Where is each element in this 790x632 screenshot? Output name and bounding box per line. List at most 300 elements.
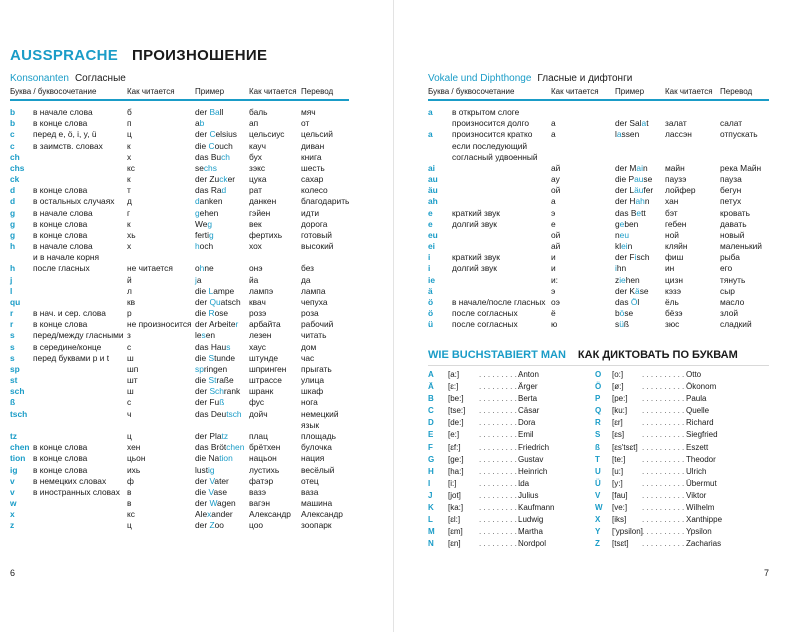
alphabet-ipa: [ɛ:] xyxy=(448,382,459,392)
example-prefix: kl xyxy=(615,241,622,252)
header-reading: Как читается xyxy=(665,87,713,96)
note-cell: долгий звук xyxy=(452,263,497,274)
example-rest: fer xyxy=(643,185,654,196)
sound-cell: хен xyxy=(127,442,141,453)
table-row xyxy=(0,219,395,230)
note-cell: в конце слова xyxy=(33,185,88,196)
letter-cell: d xyxy=(10,196,16,207)
transcription-cell: цука xyxy=(249,174,267,185)
alphabet-row xyxy=(395,393,790,405)
letter-cell: au xyxy=(428,174,438,185)
transcription-cell: фатэр xyxy=(249,475,274,486)
sound-cell: т xyxy=(127,185,131,196)
sound-cell: не произносится xyxy=(127,319,192,330)
sound-cell: б xyxy=(127,107,132,117)
letter-cell: v xyxy=(10,486,15,497)
example-highlight: au xyxy=(634,174,644,185)
sound-cell: ё xyxy=(551,308,556,319)
example-cell xyxy=(615,118,649,129)
dot-leader: . . . . . . . . . . xyxy=(642,478,685,488)
example-rest: hen xyxy=(625,274,640,285)
header-example: Пример xyxy=(195,87,225,96)
example-cell xyxy=(195,330,215,341)
table-row xyxy=(0,487,395,498)
letter-cell: a xyxy=(428,107,433,117)
example-highlight: W xyxy=(209,498,218,509)
translation-cell: шкаф xyxy=(301,386,324,397)
example-rest: n xyxy=(627,241,633,252)
letter-cell: ä xyxy=(428,285,433,296)
translation-cell: колесо xyxy=(301,185,328,196)
alphabet-ipa: [ɛn] xyxy=(448,539,461,549)
alphabet-ipa: [ɛl:] xyxy=(448,515,461,525)
letter-cell: g xyxy=(10,207,16,218)
example-prefix: We xyxy=(195,218,208,229)
table-row xyxy=(395,319,790,330)
example-cell xyxy=(195,297,241,308)
table-row xyxy=(0,163,395,174)
example-cell xyxy=(195,263,214,274)
table-row xyxy=(0,465,395,476)
letter-cell: e xyxy=(428,218,433,229)
table-row xyxy=(0,129,395,140)
example-highlight: a xyxy=(616,129,622,140)
example-cell xyxy=(195,409,242,420)
sound-cell: ф xyxy=(127,475,134,486)
example-cell xyxy=(615,308,633,319)
alphabet-word: Kaufmann xyxy=(518,503,555,513)
translation-cell: салат xyxy=(720,118,743,129)
example-prefix: o xyxy=(195,263,200,274)
note-cell: в середине/конце xyxy=(33,341,102,352)
alphabet-ipa: [tse:] xyxy=(448,406,466,416)
example-prefix: das Bröt xyxy=(195,442,227,453)
example-cell xyxy=(615,297,639,308)
alphabet-ipa: [y:] xyxy=(612,478,623,488)
note-cell: в конце слова xyxy=(33,453,88,464)
example-cell xyxy=(615,163,648,174)
dot-leader: . . . . . . . . . . xyxy=(479,418,522,428)
example-rest: ben xyxy=(624,218,639,229)
letter-cell: ig xyxy=(10,464,18,475)
note-cell: в начале слова xyxy=(33,107,93,117)
dot-leader: . . . . . . . . . . xyxy=(479,503,522,513)
sound-cell: и: xyxy=(551,274,559,285)
example-prefix: die xyxy=(195,285,209,296)
alphabet-word: Richard xyxy=(686,418,714,428)
example-cell xyxy=(615,286,649,297)
example-rest: ssen xyxy=(621,129,640,140)
alphabet-letter: I xyxy=(428,478,431,488)
example-prefix: das Hau xyxy=(195,341,227,352)
sound-cell: и xyxy=(551,263,556,274)
translation-cell: готовый xyxy=(301,229,332,240)
example-rest: se xyxy=(643,174,653,185)
transcription-cell: майн xyxy=(665,162,685,173)
transcription-cell: гэйен xyxy=(249,207,271,218)
example-prefix: s xyxy=(615,319,620,330)
dot-leader: . . . . . . . . . . xyxy=(479,539,522,549)
example-highlight: e xyxy=(619,218,625,229)
example-highlight: äu xyxy=(634,185,644,196)
consonants-heading xyxy=(10,73,126,84)
vowels-heading-russian: Гласные и дифтонги xyxy=(537,73,633,84)
letter-cell: s xyxy=(10,330,15,341)
letter-cell: ö xyxy=(428,308,434,319)
alphabet-letter: V xyxy=(595,490,601,500)
letter-cell: ü xyxy=(428,319,434,330)
sound-cell: ю xyxy=(551,319,558,330)
example-cell xyxy=(195,353,235,364)
table-row xyxy=(395,308,790,319)
transcription-cell: шпринген xyxy=(249,363,287,374)
letter-cell: j xyxy=(10,274,13,285)
letter-cell: ai xyxy=(428,162,435,173)
note-cell: в конце слова xyxy=(33,218,88,229)
example-cell xyxy=(195,465,215,476)
transcription-cell: ин xyxy=(665,263,675,274)
sound-cell: ц xyxy=(127,520,132,531)
translation-cell: благодарить xyxy=(301,196,350,207)
letter-cell: s xyxy=(10,341,15,352)
alphabet-letter: R xyxy=(595,418,601,428)
header-sound: Как читается xyxy=(127,87,175,96)
alphabet-row xyxy=(395,514,790,526)
transcription-cell: залат xyxy=(665,118,687,129)
example-highlight: d xyxy=(221,185,227,196)
example-prefix: die Na xyxy=(195,453,220,464)
note-cell: в конце слова xyxy=(33,118,88,129)
alphabet-word: Eszett xyxy=(686,442,709,452)
transcription-cell: штунде xyxy=(249,352,279,363)
translation-cell: кровать xyxy=(720,207,751,218)
sound-cell: хь xyxy=(127,229,136,240)
table-row xyxy=(0,174,395,185)
alphabet-word: Paula xyxy=(686,394,707,404)
table-row xyxy=(395,118,790,129)
dot-leader: . . . . . . . . . . xyxy=(479,430,522,440)
transcription-cell: штрассе xyxy=(249,375,282,386)
alphabet-ipa: [be:] xyxy=(448,394,464,404)
example-cell xyxy=(195,196,223,207)
example-rest: ampe xyxy=(213,285,235,296)
example-cell xyxy=(195,375,234,386)
alphabet-ipa: [ku:] xyxy=(612,406,628,416)
dot-leader: . . . . . . . . . . xyxy=(479,454,522,464)
letter-cell: ß xyxy=(10,397,16,408)
page-number-right: 7 xyxy=(764,568,770,578)
example-highlight: Z xyxy=(209,520,215,531)
example-cell xyxy=(195,520,224,531)
transcription-cell: паузэ xyxy=(665,174,687,185)
letter-cell: qu xyxy=(10,296,21,307)
example-cell xyxy=(615,196,649,207)
alphabet-letter: S xyxy=(595,430,601,440)
example-rest: agen xyxy=(217,498,236,509)
table-row xyxy=(0,420,395,431)
alphabet-letter: K xyxy=(428,503,434,513)
transcription-cell: зюс xyxy=(665,319,680,330)
letter-cell: chs xyxy=(10,162,25,173)
table-row xyxy=(395,208,790,219)
example-highlight: C xyxy=(209,129,216,140)
translation-cell: мяч xyxy=(301,107,316,117)
alphabet-row xyxy=(395,538,790,550)
example-highlight: e xyxy=(636,207,642,218)
example-prefix: die xyxy=(195,140,209,151)
example-highlight: chen xyxy=(226,442,245,453)
table-row xyxy=(395,107,790,118)
header-translation: Перевод xyxy=(301,87,334,96)
letter-cell: h xyxy=(10,263,16,274)
letter-cell: ah xyxy=(428,196,438,207)
spelling-rule xyxy=(428,365,769,366)
vowels-header-rule xyxy=(428,99,769,101)
dot-leader: . . . . . . . . . . xyxy=(479,527,522,537)
translation-cell: бегун xyxy=(720,185,742,196)
example-rest: sch xyxy=(636,252,650,263)
note-cell: краткий звук xyxy=(452,252,500,263)
dot-leader: . . . . . . . . . . xyxy=(642,430,685,440)
dot-leader: . . . . . . . . . . xyxy=(642,466,685,476)
translation-cell: прыгать xyxy=(301,363,332,374)
translation-cell: лампа xyxy=(301,285,326,296)
example-highlight: Ba xyxy=(209,107,220,117)
alphabet-ipa: [ɛr] xyxy=(612,418,623,428)
note-cell: в заимств. словах xyxy=(33,140,103,151)
example-prefix: der L xyxy=(615,185,635,196)
example-prefix: der xyxy=(195,520,210,531)
alphabet-word: Xanthippe xyxy=(686,515,723,525)
example-rest: ß xyxy=(623,319,629,330)
example-prefix: der xyxy=(195,296,210,307)
example-prefix: das Bu xyxy=(195,151,222,162)
table-row xyxy=(395,252,790,263)
alphabet-word: Ludwig xyxy=(518,515,544,525)
letter-cell: v xyxy=(10,475,15,486)
translation-cell: улица xyxy=(301,375,325,386)
example-cell xyxy=(195,487,227,498)
sound-cell: з xyxy=(127,330,131,341)
example-highlight: ai xyxy=(636,162,643,173)
sound-cell: а xyxy=(551,129,556,140)
alphabet-row xyxy=(395,417,790,429)
table-row xyxy=(395,286,790,297)
sound-cell: шп xyxy=(127,363,139,374)
table-row xyxy=(395,219,790,230)
example-cell xyxy=(615,263,626,274)
sound-cell: оэ xyxy=(551,296,560,307)
example-rest: er xyxy=(227,174,236,185)
example-cell xyxy=(615,319,629,330)
translation-cell: дом xyxy=(301,341,317,352)
table-row xyxy=(395,275,790,286)
alphabet-ipa: [pe:] xyxy=(612,394,628,404)
header-translation: Перевод xyxy=(720,87,753,96)
alphabet-letter: Ö xyxy=(595,382,602,392)
sound-cell: ой xyxy=(551,185,561,196)
header-letter: Буква / буквосочетание xyxy=(10,87,97,96)
alphabet-row xyxy=(395,466,790,478)
transcription-cell: онэ xyxy=(249,263,263,274)
example-highlight: Qu xyxy=(209,296,221,307)
example-prefix: ferti xyxy=(195,229,209,240)
alphabet-letter: G xyxy=(428,454,435,464)
example-prefix: b xyxy=(615,308,620,319)
transcription-cell: йа xyxy=(249,274,259,285)
note-cell: если последующий xyxy=(452,140,528,151)
alphabet-ipa: [ɛm] xyxy=(448,527,463,537)
translation-cell: от xyxy=(301,118,310,129)
spelling-title-russian: КАК ДИКТОВАТЬ ПО БУКВАМ xyxy=(577,349,738,361)
alphabet-word: Dora xyxy=(518,418,536,428)
table-row xyxy=(395,241,790,252)
example-rest: l xyxy=(637,296,640,307)
table-row xyxy=(0,353,395,364)
example-cell xyxy=(195,107,223,118)
table-row xyxy=(0,431,395,442)
title-russian: ПРОИЗНОШЕНИЕ xyxy=(132,47,268,64)
table-row xyxy=(395,230,790,241)
example-rest: oo xyxy=(214,520,224,531)
alphabet-word: Ida xyxy=(518,478,530,488)
transcription-cell: лустихь xyxy=(249,464,280,475)
transcription-cell: ап xyxy=(249,118,259,129)
note-cell: в начале/после гласных xyxy=(452,296,546,307)
example-rest: hn xyxy=(616,263,627,274)
transcription-cell: рат xyxy=(249,185,262,196)
example-cell xyxy=(195,185,226,196)
example-cell xyxy=(195,241,213,252)
note-cell: в нач. и сер. слова xyxy=(33,308,106,319)
example-rest: a xyxy=(196,274,202,285)
letter-cell: tion xyxy=(10,453,26,464)
alphabet-letter: M xyxy=(428,527,435,537)
table-row xyxy=(0,252,395,263)
alphabet-row xyxy=(395,502,790,514)
example-highlight: b xyxy=(199,118,205,129)
example-prefix: der xyxy=(195,498,210,509)
table-row xyxy=(0,230,395,241)
translation-cell: ваза xyxy=(301,486,319,497)
example-highlight: a xyxy=(641,118,647,129)
consonants-heading-russian: Согласные xyxy=(74,73,126,84)
translation-cell: булочка xyxy=(301,442,332,453)
alphabet-word: Otto xyxy=(686,370,702,379)
letter-cell: i xyxy=(428,252,431,263)
note-cell: в конце слова xyxy=(33,442,88,453)
example-prefix: der K xyxy=(615,285,636,296)
letter-cell: sch xyxy=(10,386,25,397)
alphabet-letter: Y xyxy=(595,527,601,537)
alphabet-letter: F xyxy=(428,442,433,452)
alphabet-letter: Ä xyxy=(428,382,434,392)
example-cell xyxy=(195,163,217,174)
alphabet-ipa: [jot] xyxy=(448,490,461,500)
example-rest: anken xyxy=(199,196,223,207)
table-row xyxy=(0,118,395,129)
dot-leader: . . . . . . . . . . xyxy=(479,478,522,488)
alphabet-ipa: [a:] xyxy=(448,370,460,379)
alphabet-letter: E xyxy=(428,430,434,440)
right-page xyxy=(395,0,790,632)
note-cell: в конце слова xyxy=(33,464,88,475)
example-highlight: tz xyxy=(221,430,229,441)
transcription-cell: брётхен xyxy=(249,442,281,453)
example-cell xyxy=(195,174,235,185)
dot-leader: . . . . . . . . . . xyxy=(642,527,685,537)
example-highlight: s xyxy=(226,341,231,352)
example-highlight: ä xyxy=(635,285,640,296)
alphabet-word: Ökonom xyxy=(686,382,717,392)
example-highlight: eu xyxy=(619,229,629,240)
table-row xyxy=(0,498,395,509)
sound-cell: кс xyxy=(127,162,135,173)
alphabet-ipa: [de:] xyxy=(448,418,464,428)
example-highlight: x xyxy=(207,509,212,520)
transcription-cell: хаус xyxy=(249,341,266,352)
transcription-cell: лассэн xyxy=(665,129,692,140)
example-prefix: der Pla xyxy=(195,430,222,441)
sound-cell: не читается xyxy=(127,263,173,274)
table-row xyxy=(0,263,395,274)
alphabet-row xyxy=(395,429,790,441)
example-highlight: ö xyxy=(619,308,625,319)
note-cell: в иностранных словах xyxy=(33,486,120,497)
alphabet-letter: C xyxy=(428,406,434,416)
alphabet-word: Gustav xyxy=(518,454,544,464)
alphabet-word: Martha xyxy=(518,527,543,537)
alphabet-letter: ß xyxy=(595,442,600,452)
transcription-cell: фиш xyxy=(665,252,684,263)
example-highlight: Ö xyxy=(630,296,638,307)
example-cell xyxy=(195,308,228,319)
example-prefix: der H xyxy=(615,196,636,207)
example-prefix: die P xyxy=(615,174,635,185)
letter-cell: i xyxy=(428,263,431,274)
example-prefix: der Arbeite xyxy=(195,319,236,330)
table-row xyxy=(0,442,395,453)
example-highlight: r xyxy=(235,319,239,330)
example-rest: en xyxy=(205,330,216,341)
example-rest: ose xyxy=(214,308,229,319)
translation-cell: площадь xyxy=(301,430,336,441)
letter-cell: a xyxy=(428,129,433,140)
table-row xyxy=(0,520,395,531)
example-cell xyxy=(615,174,652,185)
example-prefix: se xyxy=(195,162,204,173)
alphabet-ipa: [ge:] xyxy=(448,454,464,464)
table-row xyxy=(395,263,790,274)
sound-cell: л xyxy=(127,285,132,296)
alphabet-letter: A xyxy=(428,370,434,379)
translation-cell: да xyxy=(301,274,311,285)
example-prefix: der M xyxy=(615,162,637,173)
transcription-cell: гебен xyxy=(665,218,687,229)
example-cell xyxy=(615,275,640,286)
sound-cell: в xyxy=(127,498,132,509)
alphabet-letter: B xyxy=(428,394,434,404)
example-rest: ne xyxy=(204,263,214,274)
table-row xyxy=(0,141,395,152)
alphabet-word: Friedrich xyxy=(518,442,550,452)
example-highlight: chs xyxy=(203,162,217,173)
letter-cell: sp xyxy=(10,363,20,374)
example-cell xyxy=(195,286,234,297)
translation-cell: рабочий xyxy=(301,319,334,330)
example-highlight: R xyxy=(208,308,215,319)
example-cell xyxy=(195,476,229,487)
